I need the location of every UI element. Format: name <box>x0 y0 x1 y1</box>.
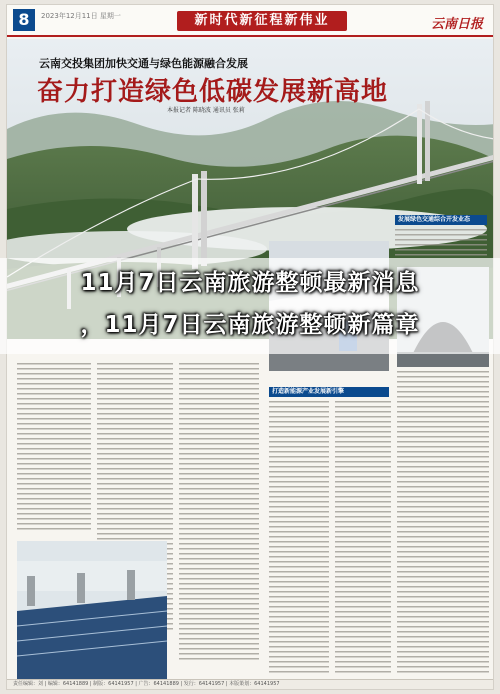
side-column-text <box>395 229 487 259</box>
column-3-text <box>179 363 259 663</box>
article-byline: 本报记者 陈晓波 通讯员 张莉 <box>167 107 245 114</box>
column-5-text <box>335 401 391 675</box>
column-6-text <box>397 371 489 675</box>
overlay-title-line-2: ，11月7日云南旅游整顿新篇章 <box>80 312 420 338</box>
section-banner: 新时代新征程新伟业 <box>177 11 347 31</box>
article-headline: 奋力打造绿色低碳发展新高地 <box>37 77 389 107</box>
newspaper-logo: 云南日报 <box>430 17 483 32</box>
side-column-heading: 发展绿色交通综合开发业态 <box>395 215 487 225</box>
mid-column-heading: 打造新能源产业发展新引擎 <box>269 387 389 397</box>
page-footer: 责任编辑：刘 | 编辑：64141889 | 制版：64141957 | 广告：64141889 | 发行：64141957 | 本版策划：64141957 <box>7 679 493 689</box>
masthead <box>7 5 493 37</box>
solar-panel-photo <box>17 541 167 681</box>
issue-date: 2023年12月11日 星期一 <box>41 12 121 20</box>
article-kicker: 云南交投集团加快交通与绿色能源融合发展 <box>39 57 248 70</box>
left-column-text <box>17 363 91 533</box>
page-number: 8 <box>13 9 35 31</box>
column-4-text <box>269 401 329 675</box>
overlay-title-line-1: 11月7日云南旅游整顿最新消息 <box>80 270 420 296</box>
